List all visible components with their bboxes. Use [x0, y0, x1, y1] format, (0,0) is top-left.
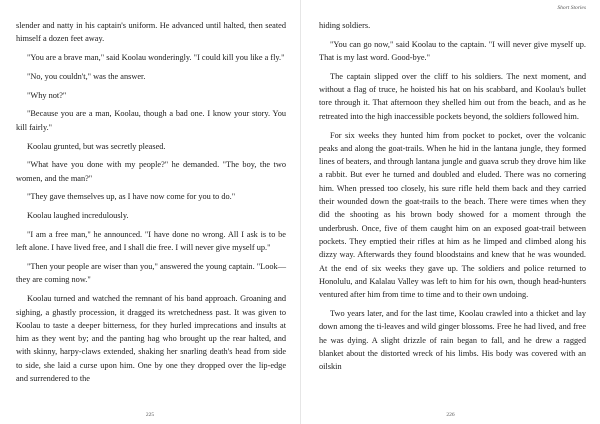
paragraph: For six weeks they hunted him from pocket to pocket, over the volcanic peaks and along the goat-trails. When he hid in the lantana jungle, they formed lines of beaters, and through lantana jungle and guava scrub they drove him like a rabbit. But ever he turned and doubled and eluded. There was no cornering him. When pressed too closely, his sure rifle held them back and they carried their wounded down the goat-trails to the beach. There were times when they did the shooting as his brown body showed for a moment through the underbrush. Once, five of them caught him on an exposed goat-trail between pockets. They emptied their rifles at him as he limped and climbed along his dizzy way. Afterwards they found bloodstains and knew that he was wounded. At the end of six weeks they gave up. The soldiers and police returned to Honolulu, and Kalalau Valley was left to him for his own, though head-hunters ventured after him from time to time and to their own undoing. [319, 130, 586, 300]
paragraph: "Why not?" [27, 90, 67, 100]
paragraph: "Then your people are wiser than you," answered the young captain. "Look—they are coming now." [16, 262, 286, 285]
paragraph: "No, you couldn't," was the answer. [27, 71, 146, 81]
paragraph: The captain slipped over the cliff to his soldiers. The next moment, and without a flag of truce, he hoisted his hat on his scabbard, and Koolau's bullet tore through it. That afternoon they shelled him out from the beach, and as he retreated into the high inaccessible pockets beyond, the soldiers followed him. [319, 71, 586, 121]
paragraph: "Because you are a man, Koolau, though a bad one. I know your story. You kill fairly." [16, 109, 286, 132]
paragraph: "You are a brave man," said Koolau wonderingly. "I could kill you like a fly." [27, 53, 285, 63]
paragraph: "They gave themselves up, as I have now come for you to do." [27, 192, 236, 202]
right-page-number: 226 [446, 412, 455, 418]
paragraph: "I am a free man," he announced. "I have done no wrong. All I ask is to be left alone. I have lived free, and I shall die free. I will never give myself up." [16, 230, 286, 253]
paragraph: slender and natty in his captain's uniform. He advanced until halted, then seated himself a dozen feet away. [16, 21, 286, 44]
paragraph: Two years later, and for the last time, Koolau crawled into a thicket and lay down among the ti-leaves and wild ginger blossoms. Free he had lived, and free he was dying. A slight drizzle of rain began to fall, and he drew a ragged blanket about the distorted wreck of his limbs. His body was covered with an oilskin [319, 308, 586, 372]
paragraph: Koolau grunted, but was secretly pleased. [27, 141, 166, 151]
left-body-text [16, 19, 286, 385]
paragraph: hiding soldiers. [319, 21, 371, 30]
right-page [300, 0, 600, 424]
paragraph: Koolau turned and watched the remnant of his band approach. Groaning and sighing, a ghastly procession, it dragged its wretchedness past. It was given to Koolau to taste a deeper bitterness, for they hurled imprecations and insults at him as they went by; and the panting hag who brought up the rear halted, and with skinny, harpy-claws extended, shaking her snarling death's head from side to side, she laid a curse upon him. One by one they dropped over the lip-edge and surrendered to the [16, 294, 286, 384]
paragraph: Koolau laughed incredulously. [27, 211, 129, 221]
left-page-number: 225 [145, 412, 155, 418]
right-running-head: Short Stories [557, 5, 586, 11]
paragraph: "You can go now," said Koolau to the captain. "I will never give myself up. That is my last word. Good-bye." [319, 39, 586, 63]
paragraph: "What have you done with my people?" he demanded. "The boy, the two women, and the man?" [16, 160, 286, 183]
right-body-text [319, 19, 586, 373]
